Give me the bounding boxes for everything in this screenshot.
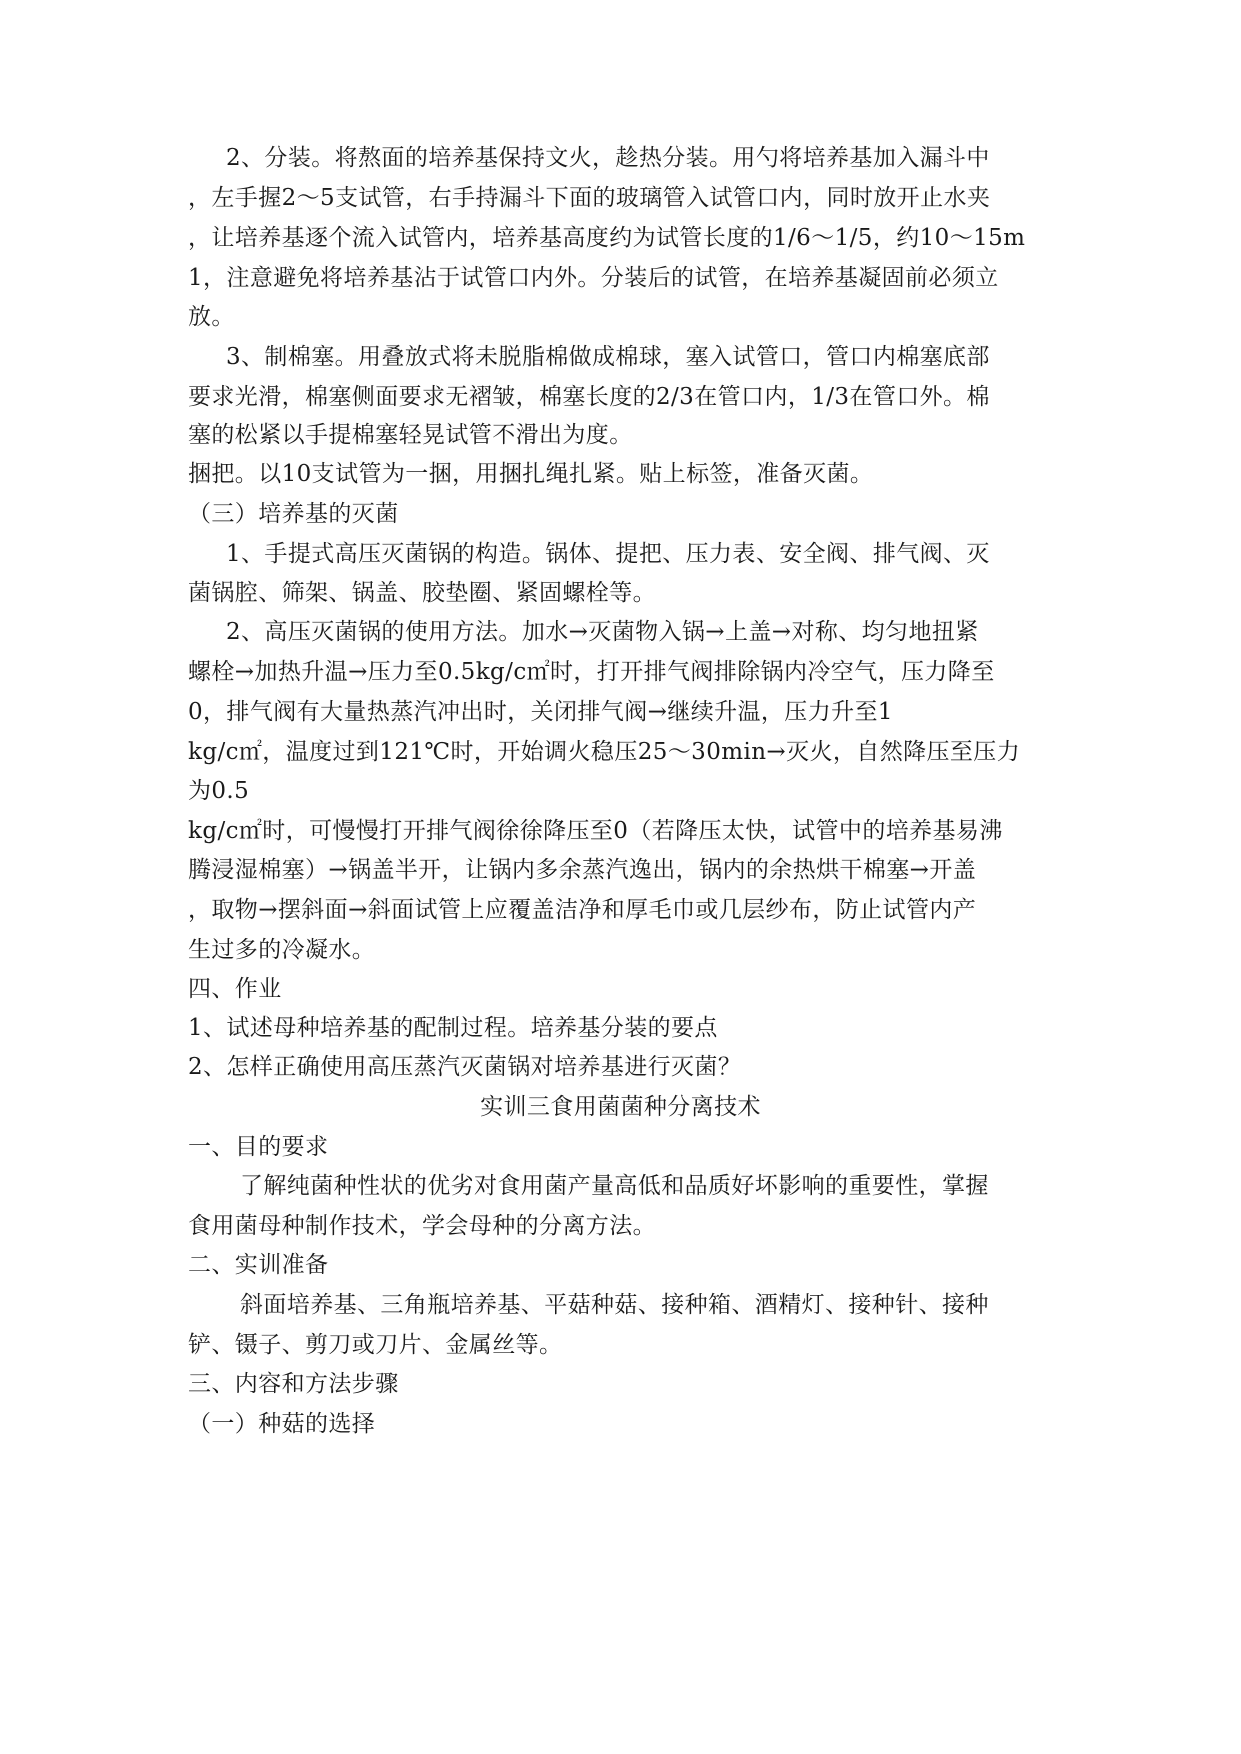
section-heading: 二、实训准备 xyxy=(188,1252,329,1278)
text-line: 塞的松紧以手提棉塞轻晃试管不滑出为度。 xyxy=(188,422,633,448)
text-line: 1、试述母种培养基的配制过程。培养基分装的要点 xyxy=(188,1015,718,1041)
section-heading: （三）培养基的灭菌 xyxy=(188,501,399,527)
text-line: 了解纯菌种性状的优劣对食用菌产量高低和品质好坏影响的重要性，掌握 xyxy=(240,1173,989,1199)
chapter-title: 实训三食用菌菌种分离技术 xyxy=(480,1094,761,1120)
text-line: 腾浸湿棉塞）→锅盖半开，让锅内多余蒸汽逸出，锅内的余热烘干棉塞→开盖 xyxy=(188,857,977,883)
text-line: 0，排气阀有大量热蒸汽冲出时，关闭排气阀→继续升温，压力升至1 xyxy=(188,699,893,725)
section-heading: 三、内容和方法步骤 xyxy=(188,1371,399,1397)
text-line: 1，注意避免将培养基沾于试管口内外。分装后的试管，在培养基凝固前必须立 xyxy=(188,265,999,291)
section-heading: 四、作业 xyxy=(188,976,282,1002)
text-line: kg/c㎡时，可慢慢打开排气阀徐徐降压至0（若降压太快，试管中的培养基易沸 xyxy=(188,818,1003,844)
text-line: 食用菌母种制作技术，学会母种的分离方法。 xyxy=(188,1213,656,1239)
text-line: 要求光滑，棉塞侧面要求无褶皱，棉塞长度的2/3在管口内，1/3在管口外。棉 xyxy=(188,384,990,410)
section-heading: 一、目的要求 xyxy=(188,1134,329,1160)
text-line: ，让培养基逐个流入试管内，培养基高度约为试管长度的1/6～1/5，约10～15m xyxy=(188,225,1026,251)
text-line: 生过多的冷凝水。 xyxy=(188,937,376,963)
text-line: 螺栓→加热升温→压力至0.5kg/c㎡时，打开排气阀排除锅内冷空气，压力降至 xyxy=(188,659,995,685)
text-line: 为0.5 xyxy=(188,778,250,804)
text-line: 菌锅腔、筛架、锅盖、胶垫圈、紧固螺栓等。 xyxy=(188,580,656,606)
text-line: 2、分装。将熬面的培养基保持文火，趁热分装。用勺将培养基加入漏斗中 xyxy=(226,145,990,171)
text-line: 2、高压灭菌锅的使用方法。加水→灭菌物入锅→上盖→对称、均匀地扭紧 xyxy=(226,619,979,645)
text-line: ，取物→摆斜面→斜面试管上应覆盖洁净和厚毛巾或几层纱布，防止试管内产 xyxy=(188,897,977,923)
text-line: 捆把。以10支试管为一捆，用捆扎绳扎紧。贴上标签，准备灭菌。 xyxy=(188,461,874,487)
text-line: ，左手握2～5支试管，右手持漏斗下面的玻璃管入试管口内，同时放开止水夹 xyxy=(188,185,991,211)
section-heading: （一）种菇的选择 xyxy=(188,1411,376,1437)
text-line: 铲、镊子、剪刀或刀片、金属丝等。 xyxy=(188,1332,563,1358)
text-line: kg/c㎡，温度过到121℃时，开始调火稳压25～30min→灭火，自然降压至压力 xyxy=(188,739,1021,765)
text-line: 斜面培养基、三角瓶培养基、平菇种菇、接种箱、酒精灯、接种针、接种 xyxy=(240,1292,989,1318)
text-line: 放。 xyxy=(188,304,235,330)
text-line: 3、制棉塞。用叠放式将未脱脂棉做成棉球，塞入试管口，管口内棉塞底部 xyxy=(226,344,990,370)
text-line: 1、手提式高压灭菌锅的构造。锅体、提把、压力表、安全阀、排气阀、灭 xyxy=(226,541,990,567)
text-line: 2、怎样正确使用高压蒸汽灭菌锅对培养基进行灭菌？ xyxy=(188,1054,742,1080)
